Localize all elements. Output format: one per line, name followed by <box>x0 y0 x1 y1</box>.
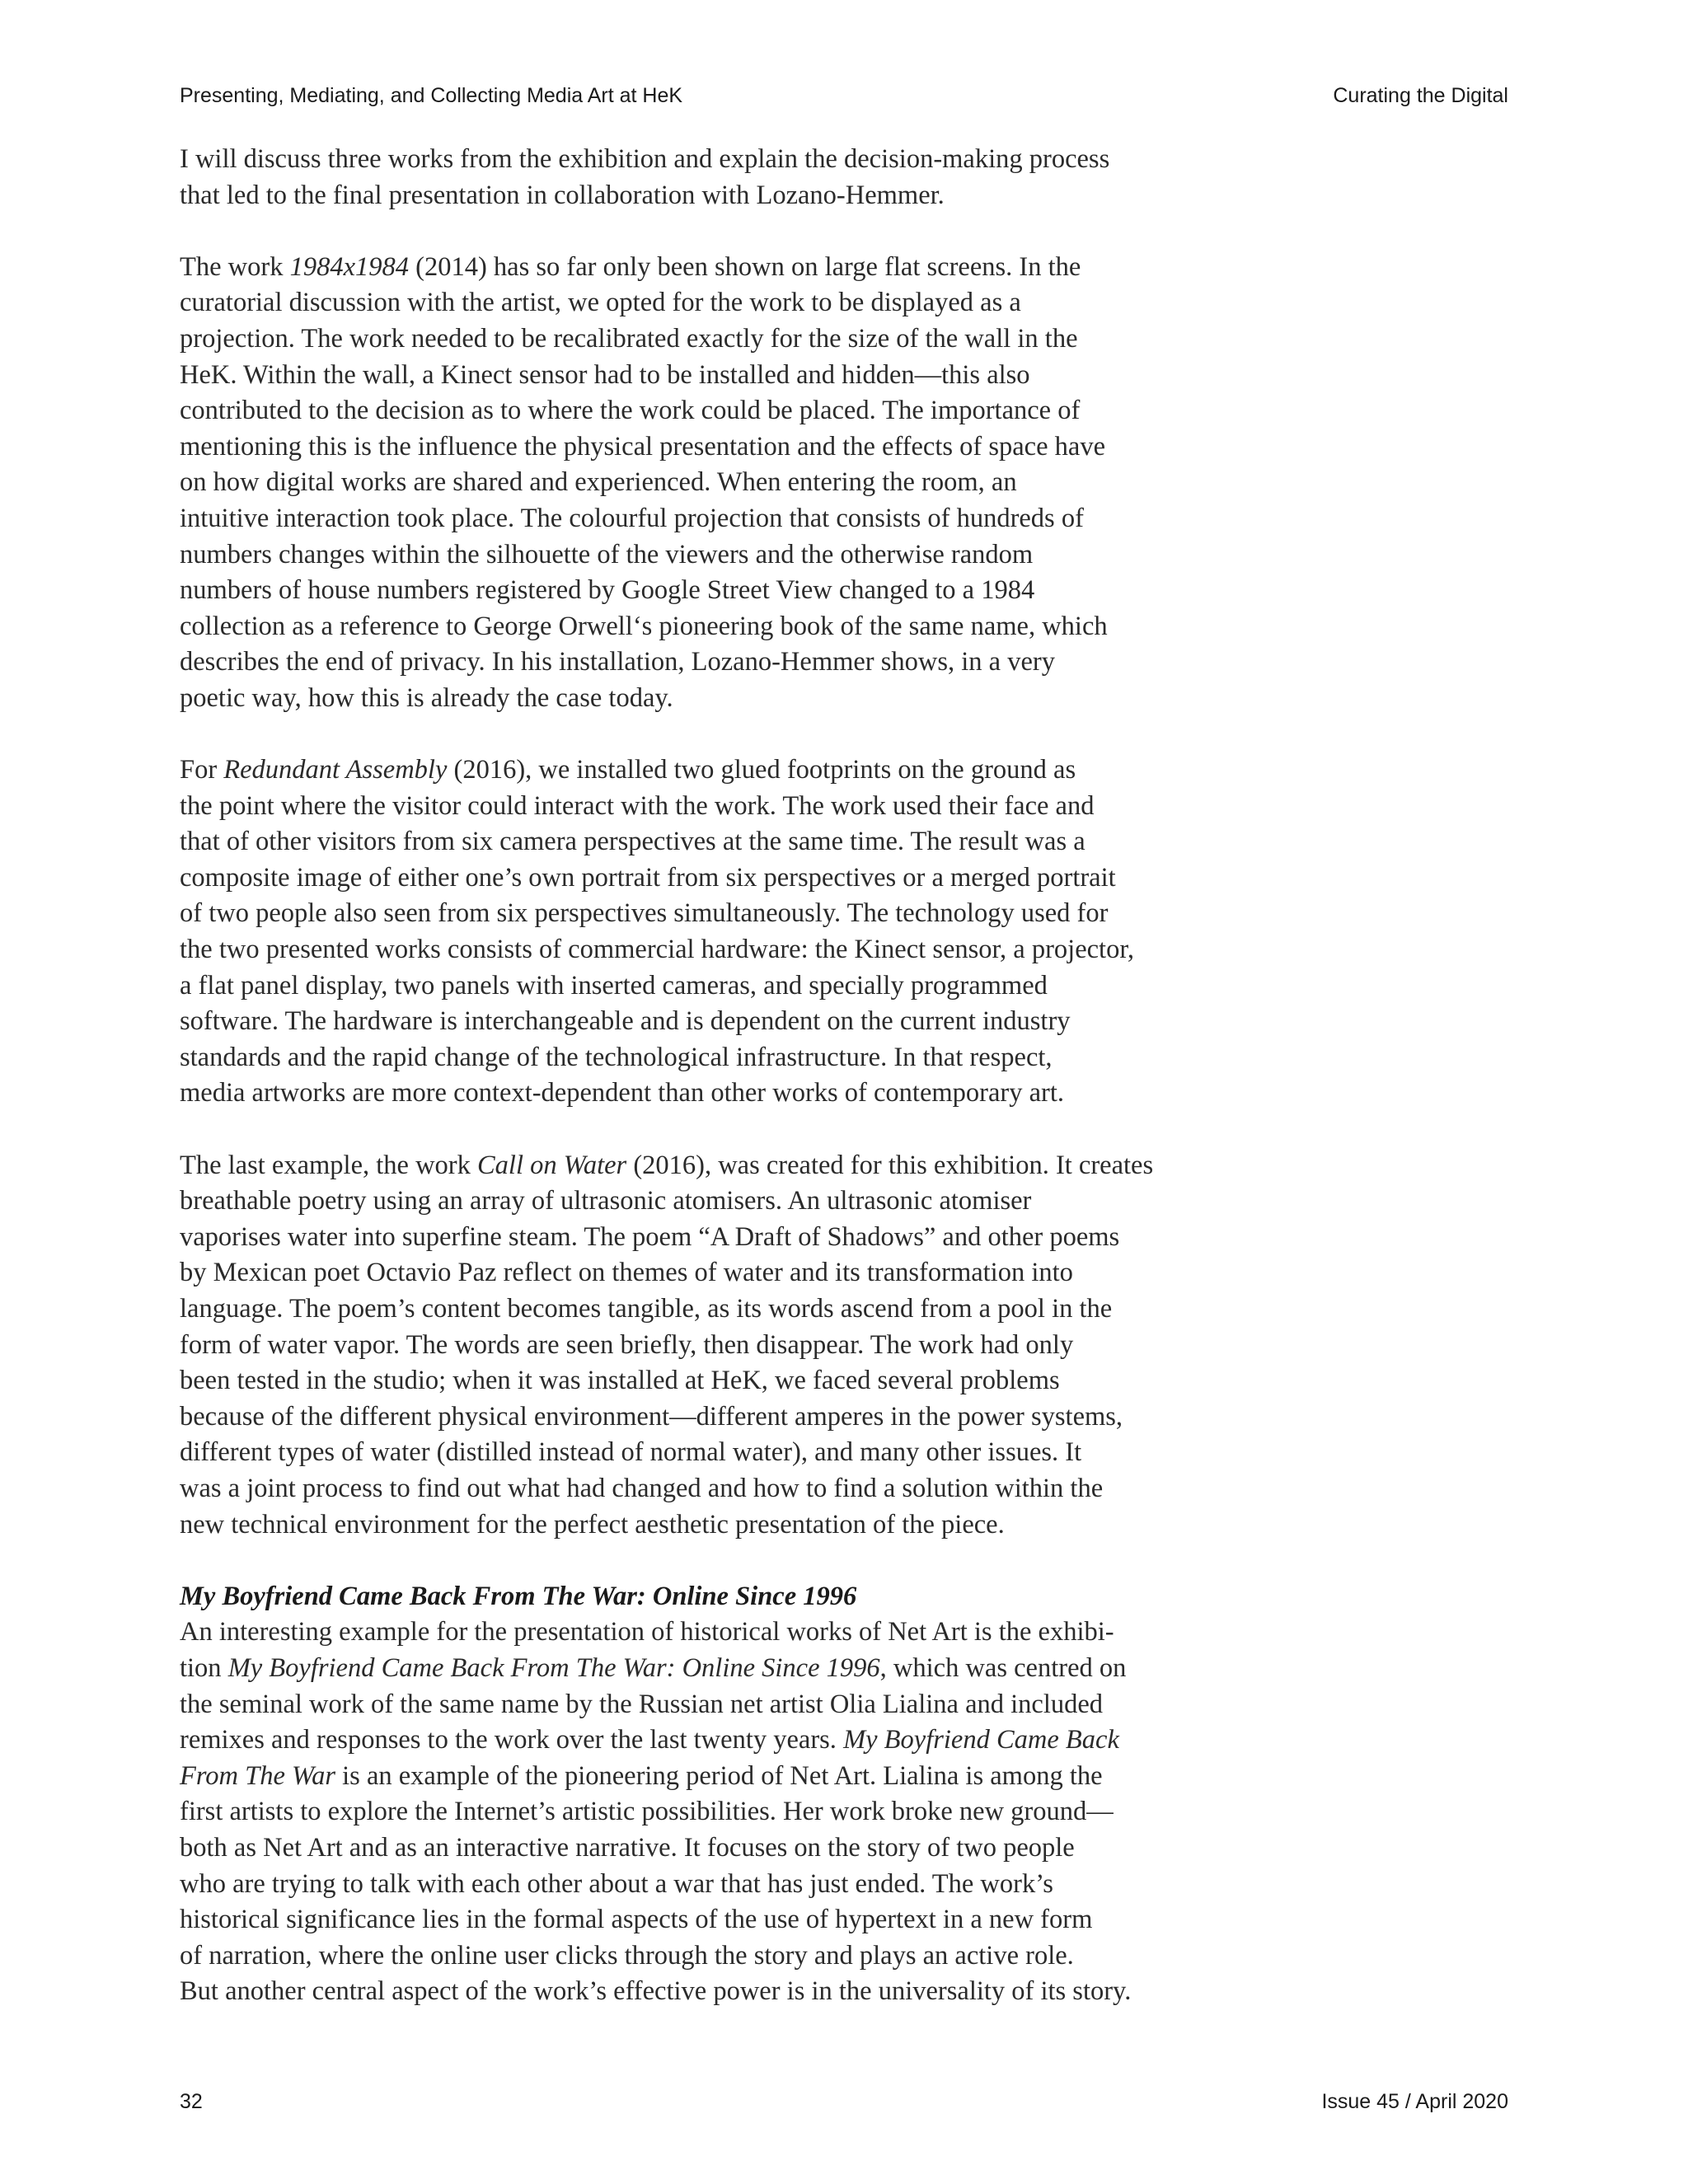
text-line: poetic way, how this is already the case today. <box>180 682 673 713</box>
text-run: (2016), we installed two glued footprints on the ground as <box>447 755 1076 785</box>
text-run: is an example of the pioneering period of Net Art. Lialina is among the <box>335 1760 1103 1791</box>
text-run: remixes and responses to the work over the last twenty years. <box>180 1725 844 1755</box>
text-line <box>180 752 1185 789</box>
text-run: The last example, the work <box>180 1150 477 1180</box>
text-line: form of water vapor. The words are seen briefly, then disappear. The work had only <box>180 1329 1074 1360</box>
text-line: both as Net Art and as an interactive narrative. It focuses on the story of two people <box>180 1832 1075 1863</box>
work-title: 1984x1984 <box>289 251 410 282</box>
page-number: 32 <box>180 2090 203 2113</box>
paragraph-my-boyfriend <box>180 1615 1185 2010</box>
issue-date: Issue 45 / April 2020 <box>1321 2090 1508 2113</box>
running-footer <box>180 2090 1508 2120</box>
text-line: new technical environment for the perfect aesthetic presentation of the piece. <box>180 1509 1005 1540</box>
text-line: because of the different physical environment—different amperes in the power systems, <box>180 1401 1123 1432</box>
text-line <box>180 1759 1185 1795</box>
text-line: describes the end of privacy. In his installation, Lozano-Hemmer shows, in a very <box>180 647 1055 677</box>
text-line: curatorial discussion with the artist, we opted for the work to be displayed as a <box>180 288 1021 318</box>
work-title: My Boyfriend Came Back <box>843 1725 1119 1755</box>
text-line: breathable poetry using an array of ultrasonic atomisers. An ultrasonic atomiser <box>180 1186 1032 1216</box>
text-line: a flat panel display, two panels with inserted cameras, and specially programmed <box>180 970 1048 1001</box>
paragraph-intro <box>180 142 1185 213</box>
text-line: standards and the rapid change of the technological infrastructure. In that respect, <box>180 1042 1053 1072</box>
running-header <box>180 84 1508 114</box>
text-line: who are trying to talk with each other about a war that has just ended. The work’s <box>180 1868 1053 1899</box>
text-line <box>180 1148 1185 1184</box>
text-line: been tested in the studio; when it was installed at HeK, we faced several problems <box>180 1366 1060 1396</box>
text-line: software. The hardware is interchangeable and is dependent on the current industry <box>180 1006 1071 1037</box>
text-line: projection. The work needed to be recalibrated exactly for the size of the wall in the <box>180 323 1078 354</box>
text-run: tion <box>180 1652 228 1683</box>
text-line: mentioning this is the influence the physical presentation and the effects of space have <box>180 431 1105 462</box>
work-title: My Boyfriend Came Back From The War: Online Since 1996 <box>227 1652 880 1683</box>
text-line: composite image of either one’s own portrait from six perspectives or a merged portrait <box>180 862 1116 893</box>
text-line: of narration, where the online user clicks through the story and plays an active role. <box>180 1940 1074 1971</box>
text-line: HeK. Within the wall, a Kinect sensor had to be installed and hidden—this also <box>180 359 1030 390</box>
article-body <box>180 142 1185 2010</box>
paragraph-1984x1984 <box>180 250 1185 717</box>
text-line: language. The poem’s content becomes tangible, as its words ascend from a pool in the <box>180 1294 1113 1324</box>
header-article-title: Presenting, Mediating, and Collecting Media Art at HeK <box>180 84 683 107</box>
text-run: (2014) has so far only been shown on large flat screens. In the <box>409 251 1081 282</box>
text-line: media artworks are more context-dependent than other works of contemporary art. <box>180 1078 1064 1108</box>
text-run: The work <box>180 251 290 282</box>
text-line: intuitive interaction took place. The colourful projection that consists of hundreds of <box>180 503 1084 533</box>
paragraph-call-on-water <box>180 1148 1185 1544</box>
text-line: different types of water (distilled instead of normal water), and many other issues. It <box>180 1437 1082 1468</box>
text-line: numbers changes within the silhouette of the viewers and the otherwise random <box>180 539 1034 569</box>
text-line: the point where the visitor could interact with the work. The work used their face and <box>180 790 1095 821</box>
text-line: An interesting example for the presentation of historical works of Net Art is the exhibi- <box>180 1617 1114 1647</box>
text-line: historical significance lies in the formal aspects of the use of hypertext in a new form <box>180 1905 1093 1935</box>
text-line: numbers of house numbers registered by Google Street View changed to a 1984 <box>180 575 1035 606</box>
text-run: , which was centred on <box>879 1652 1127 1683</box>
text-line: the two presented works consists of commercial hardware: the Kinect sensor, a projector, <box>180 935 1134 965</box>
work-title: Redundant Assembly <box>223 755 448 785</box>
text-line: vaporises water into superfine steam. The poem “A Draft of Shadows” and other poems <box>180 1221 1120 1252</box>
text-line: of two people also seen from six perspectives simultaneously. The technology used for <box>180 898 1109 929</box>
text-line <box>180 1722 1185 1759</box>
text-run: For <box>180 755 224 785</box>
text-line: that led to the final presentation in collaboration with Lozano-Hemmer. <box>180 180 945 210</box>
text-line: I will discuss three works from the exhibition and explain the decision-making process <box>180 144 1110 174</box>
text-line <box>180 1651 1185 1687</box>
text-line: by Mexican poet Octavio Paz reflect on themes of water and its transformation into <box>180 1258 1073 1288</box>
header-section-title: Curating the Digital <box>1333 84 1508 107</box>
text-line: first artists to explore the Internet’s artistic possibilities. Her work broke new ground— <box>180 1797 1114 1827</box>
text-line: was a joint process to find out what had changed and how to find a solution within the <box>180 1473 1104 1503</box>
section-heading: My Boyfriend Came Back From The War: Online Since 1996 <box>180 1581 857 1611</box>
text-line: that of other visitors from six camera perspectives at the same time. The result was a <box>180 827 1085 857</box>
paragraph-redundant-assembly <box>180 752 1185 1112</box>
text-line: contributed to the decision as to where the work could be placed. The importance of <box>180 396 1081 426</box>
text-line <box>180 250 1185 286</box>
work-title: From The War <box>180 1760 336 1791</box>
work-title: Call on Water <box>477 1150 627 1180</box>
text-run: (2016), was created for this exhibition. It creates <box>626 1150 1154 1180</box>
text-line: on how digital works are shared and experienced. When entering the room, an <box>180 467 1017 498</box>
text-line: But another central aspect of the work’s effective power is in the universality of its story. <box>180 1976 1132 2007</box>
text-line: collection as a reference to George Orwell‘s pioneering book of the same name, which <box>180 611 1108 641</box>
text-line: the seminal work of the same name by the Russian net artist Olia Lialina and included <box>180 1689 1104 1719</box>
